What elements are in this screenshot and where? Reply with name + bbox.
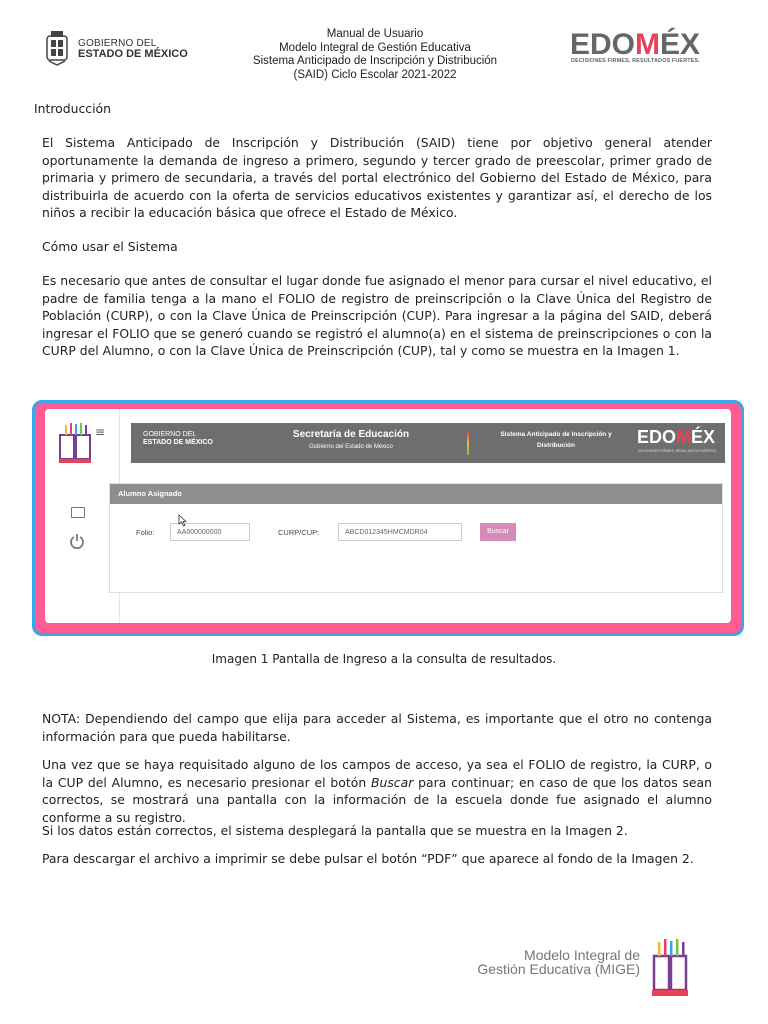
gobierno-edomex-logo (44, 30, 204, 70)
coat-of-arms-icon (44, 30, 70, 66)
mini-edomex-prefix: EDO (637, 427, 677, 447)
gobierno-sublabel: Gobierno del Estado de México (309, 444, 393, 450)
figure-gov-logo (143, 431, 213, 447)
list-icon[interactable] (71, 507, 85, 518)
panel-title: Alumno Asignado (110, 484, 722, 504)
nota-paragraph: NOTA: Dependiendo del campo que elija para acceder al Sistema, es importante que el otro no contenga información para que pueda habilitarse. (42, 711, 712, 744)
mini-edomex-accent: M (676, 427, 692, 447)
buscar-text-before: Una vez que se haya requisitado alguno de los campos de acceso, ya sea el FOLIO de registro, la CURP, o la CUP del Alumno, es necesario presionar el botón (42, 757, 712, 790)
footer-line2: Gestión Educativa (MIGE) (477, 961, 640, 977)
edomex-wordmark (570, 28, 700, 62)
color-stripe (467, 431, 469, 455)
sistema-line2: Distribución (537, 442, 575, 449)
edomex-prefix: EDO (570, 28, 636, 61)
buscar-button[interactable]: Buscar (480, 523, 516, 541)
howto-heading: Cómo usar el Sistema (42, 239, 178, 254)
gov-line2: ESTADO DE MÉXICO (78, 48, 188, 60)
doc-title-line: (SAID) Ciclo Escolar 2021-2022 (293, 68, 457, 81)
curp-label: CURP/CUP: (278, 528, 320, 537)
doc-title-line: Sistema Anticipado de Inscripción y Distribución (252, 55, 498, 67)
mini-edomex-tagline: DECISIONES FIRMES, RESULTADOS FUERTES. (638, 449, 718, 453)
alumno-asignado-panel (109, 483, 723, 593)
curp-input[interactable]: ABCD012345HMCMDR04 (338, 523, 462, 541)
secretaria-title (281, 429, 421, 450)
sistema-title (491, 429, 621, 451)
edomex-accent: M (635, 28, 661, 61)
power-icon[interactable] (69, 533, 85, 549)
edomex-suffix: ÉX (660, 28, 701, 61)
buscar-text-after: para continuar; en caso de que los datos sean correctos, se mostrará una pantalla con la información de la escuela donde fue asignado el alumno conforme a su registro. (42, 774, 712, 825)
intro-paragraph: El Sistema Anticipado de Inscripción y Distribución (SAID) tiene por objetivo general atender oportunamente la demanda de ingreso a primero, segundo y tercer grado de preescolar, primer grado de primaria y primero de secundaria, a través del portal electrónico del Gobierno del Estado de México, para distribuirla de acuerdo con la oferta de servicios educativos existentes y garantizar así, el derecho de los niños a recibir la educación básica que ofrece el Estado de México. (42, 135, 712, 220)
mini-edomex-logo (637, 427, 715, 448)
footer-line1: Modelo Integral de (524, 947, 640, 963)
mouse-cursor-icon (178, 514, 187, 527)
buscar-paragraph (42, 756, 712, 826)
folio-label: Folio: (136, 528, 155, 537)
footer-mige-label (470, 948, 640, 976)
app-header-bar (131, 423, 725, 463)
pdf-paragraph: Para descargar el archivo a imprimir se debe pulsar el botón “PDF” que aparece al fondo de la Imagen 2. (42, 851, 694, 866)
gov-line1: GOBIERNO DEL (78, 38, 157, 49)
doc-title-line: Modelo Integral de Gestión Educativa (279, 41, 471, 54)
screenshot-figure (32, 400, 744, 636)
edomex-tagline: DECISIONES FIRMES, RESULTADOS FUERTES. (571, 58, 700, 64)
figure-caption: Imagen 1 Pantalla de Ingreso a la consulta de resultados. (211, 652, 557, 666)
figure-gov-line2: ESTADO DE MÉXICO (143, 439, 213, 446)
mini-edomex-suffix: ÉX (691, 427, 716, 447)
buscar-emphasis: Buscar (371, 774, 414, 790)
howto-paragraph: Es necesario que antes de consultar el lugar donde fue asignado el menor para cursar el nivel educativo, el padre de familia tenga a la mano el FOLIO de registro de preinscripción o la Clave Única del Registro de Población (CURP), o con la Clave Única de Preinscripción (CUP). Para ingresar a la página del SAID, deberá ingresar el FOLIO que se generó cuando se registró el alumno(a) en el sistema de preinscripciones o con la CURP del Alumno, o con la Clave Única de Preinscripción (CUP), tal y como se muestra en la Imagen 1. (42, 273, 712, 358)
figure-gov-line1: GOBIERNO DEL (143, 431, 197, 438)
said-screen (45, 409, 731, 623)
menu-icon[interactable]: ≡ (95, 425, 106, 439)
intro-heading: Introducción (34, 101, 111, 116)
doc-title-line: Manual de Usuario (326, 28, 424, 40)
secretaria-label: Secretaría de Educación (292, 429, 410, 440)
folio-input[interactable]: AA000000000 (170, 523, 250, 541)
mige-book-icon (57, 423, 93, 465)
edomex-logo (570, 28, 730, 73)
mige-book-logo-icon (650, 938, 690, 1000)
document-header-title (200, 28, 550, 82)
correct-data-paragraph: Si los datos están correctos, el sistema desplegará la pantalla que se muestra en la Imagen 2. (42, 823, 628, 838)
sistema-line1: Sistema Anticipado de Inscripción y (500, 431, 612, 438)
